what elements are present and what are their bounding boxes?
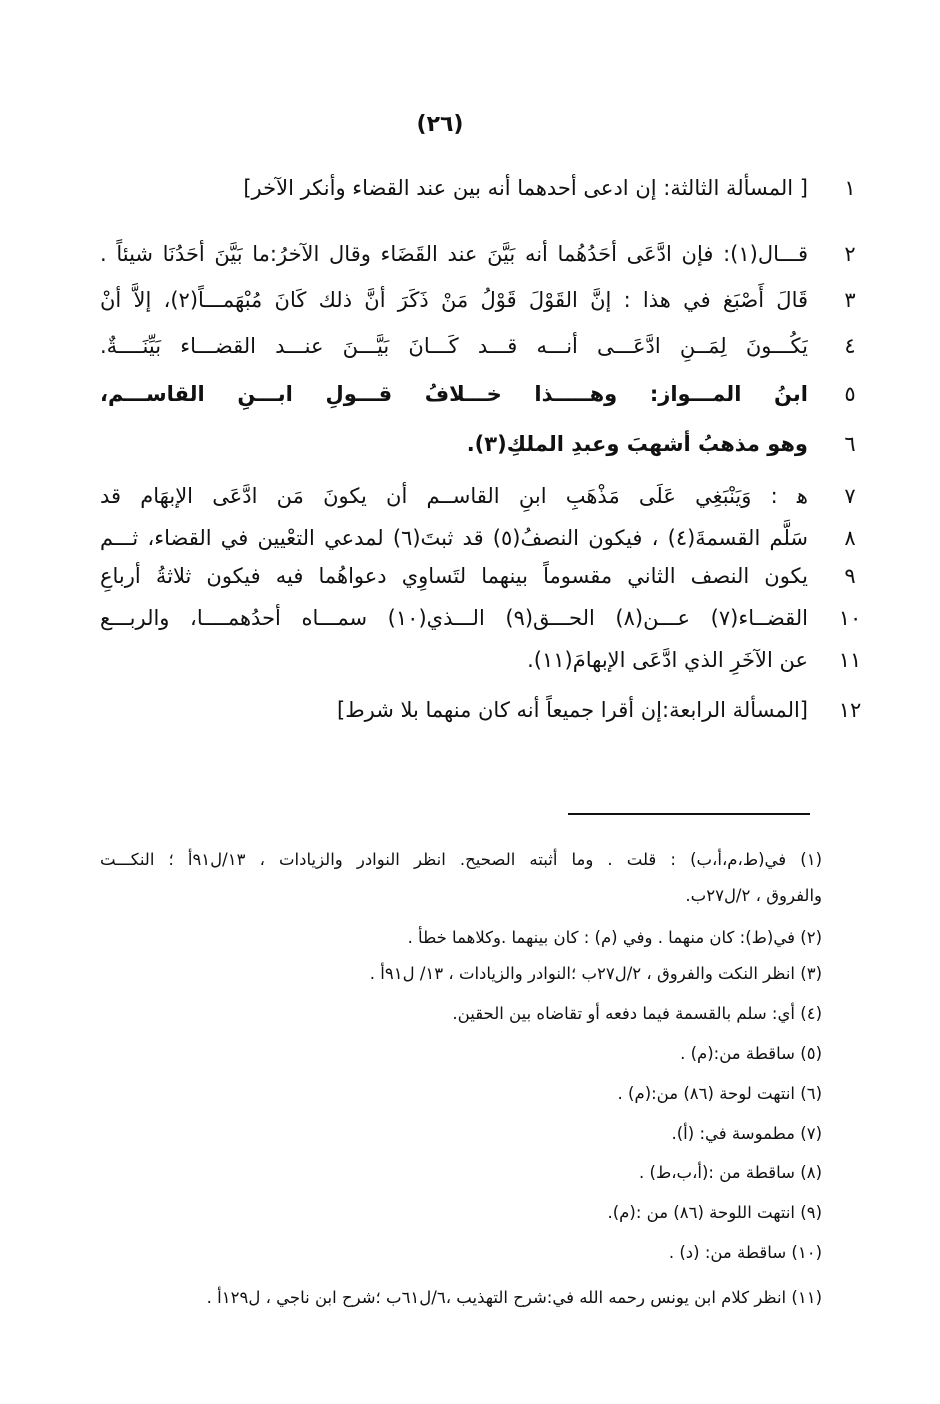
footnote-continuation: والفروق ، ٢/ل٢٧ب.	[685, 886, 822, 905]
footnote: (٤) أي: سلم بالقسمة فيما دفعه أو تقاضاه بين الحقين.	[452, 1004, 822, 1023]
footnote: (٢) في(ط): كان منهما . وفي (م) : كان بينهما .وكلاهما خطأ .	[407, 928, 822, 947]
line-text: يكون النصف الثاني مقسوماً بينهما لتَساوِي دعواهُما فيه فيكون ثلاثةُ أرباعِ	[100, 564, 808, 588]
footnote: (١١) انظر كلام ابن يونس رحمه الله في:شرح التهذيب ،٦/ل٦١ب ؛شرح ابن ناجي ، ل١٢٩أ .	[206, 1288, 822, 1307]
text-line	[90, 326, 870, 370]
line-number: ٨	[844, 526, 856, 550]
text-line	[90, 598, 870, 642]
footnote: (٥) ساقطة من:(م) .	[680, 1044, 822, 1063]
text-line	[90, 690, 870, 734]
heading-question-3: [ المسألة الثالثة: إن ادعى أحدهما أنه بين عند القضاء وأنكر الآخر]	[243, 176, 808, 200]
line-text: قَالَ أَصْبَغ في هذا : إنَّ القَوْلَ قَوْلُ مَنْ ذَكَرَ أنَّ ذلك كَانَ مُبْهَمـــاً(٢)، إلاَّ أنْ	[100, 288, 808, 312]
line-number: ١٠	[838, 606, 862, 630]
footnote: (٧) مطموسة في: (أ).	[671, 1124, 822, 1143]
text-line	[90, 374, 870, 418]
line-number: ٢	[844, 242, 856, 266]
line-number: ٧	[844, 484, 856, 508]
text-line	[90, 168, 870, 212]
line-number: ٣	[844, 288, 856, 312]
footnote: (١٠) ساقطة من: (د) .	[668, 1243, 822, 1262]
line-number: ٤	[844, 334, 856, 358]
line-number: ٦	[844, 432, 856, 456]
line-number: ١١	[838, 648, 862, 672]
heading-question-4: [المسألة الرابعة:إن أقرا جميعاً أنه كان منهما بلا شرط]	[337, 698, 808, 722]
text-line	[90, 640, 870, 684]
line-text: القضــاء(٧) عـــن(٨) الحـــق(٩) الـــذي(١٠) سمـــاه أحدُهمــــا، والربـــع	[100, 606, 808, 630]
footnote: (٣) انظر النكت والفروق ، ٢/ل٢٧ب ؛النوادر والزيادات ، ١٣/ ل٩١أ .	[369, 964, 822, 983]
line-text: سَلَّم القسمةَ(٤) ، فيكون النصفُ(٥) قد ثبتَ(٦) لمدعي التعْيين في القضاء، ثـــم	[100, 526, 808, 550]
line-number: ١٢	[838, 698, 862, 722]
line-text: وهو مذهبُ أشهبَ وعبدِ الملكِ(٣).	[466, 432, 808, 456]
text-line	[90, 476, 870, 520]
footnote-separator	[568, 813, 810, 815]
footnote: (٨) ساقطة من :(أ،ب،ط) .	[639, 1163, 822, 1182]
footnote: (٩) انتهت اللوحة (٨٦) من :(م).	[607, 1203, 822, 1222]
line-number: ١	[844, 176, 856, 200]
text-line	[90, 556, 870, 600]
text-line	[90, 280, 870, 324]
footnote: (٦) انتهت لوحة (٨٦) من:(م) .	[617, 1084, 822, 1103]
line-text: قـــال(١): فإن ادَّعَى أحَدُهُما أنه بَيَّنَ عند القَضَاء وقال الآخرُ:ما بَيَّنَ أحَدُنَا شيئاً .	[100, 242, 808, 266]
footnote: (١) في(ط،م،أ،ب) : قلت . وما أثبته الصحيح. انظر النوادر والزيادات ، ١٣/ل٩١أ ؛ النكـــت	[100, 850, 822, 869]
text-line	[90, 424, 870, 468]
line-text: ﻫ : وَيَنْبَغِي عَلَى مَذْهَبِ ابنِ القاســم أن يكونَ مَن ادَّعَى الإبهَام قد	[100, 484, 808, 508]
line-text: يَكُـــونَ لِمَــنِ ادَّعَـــى أنـــه قـــد كَـــانَ بَيَّـــنَ عنـــد القضـــاء بَيِّنَــــةٌ.	[100, 334, 808, 358]
line-text: عن الآخَرِ الذي ادَّعَى الإبهامَ(١١).	[527, 648, 808, 672]
line-number: ٩	[844, 564, 856, 588]
line-number: ٥	[844, 382, 856, 406]
page-number: (٢٦)	[416, 112, 464, 137]
text-line	[90, 234, 870, 278]
line-text: ابنُ المـــواز: وهـــــذا خـــلافُ قـــولِ ابـــنِ القاســـم،	[100, 382, 808, 406]
